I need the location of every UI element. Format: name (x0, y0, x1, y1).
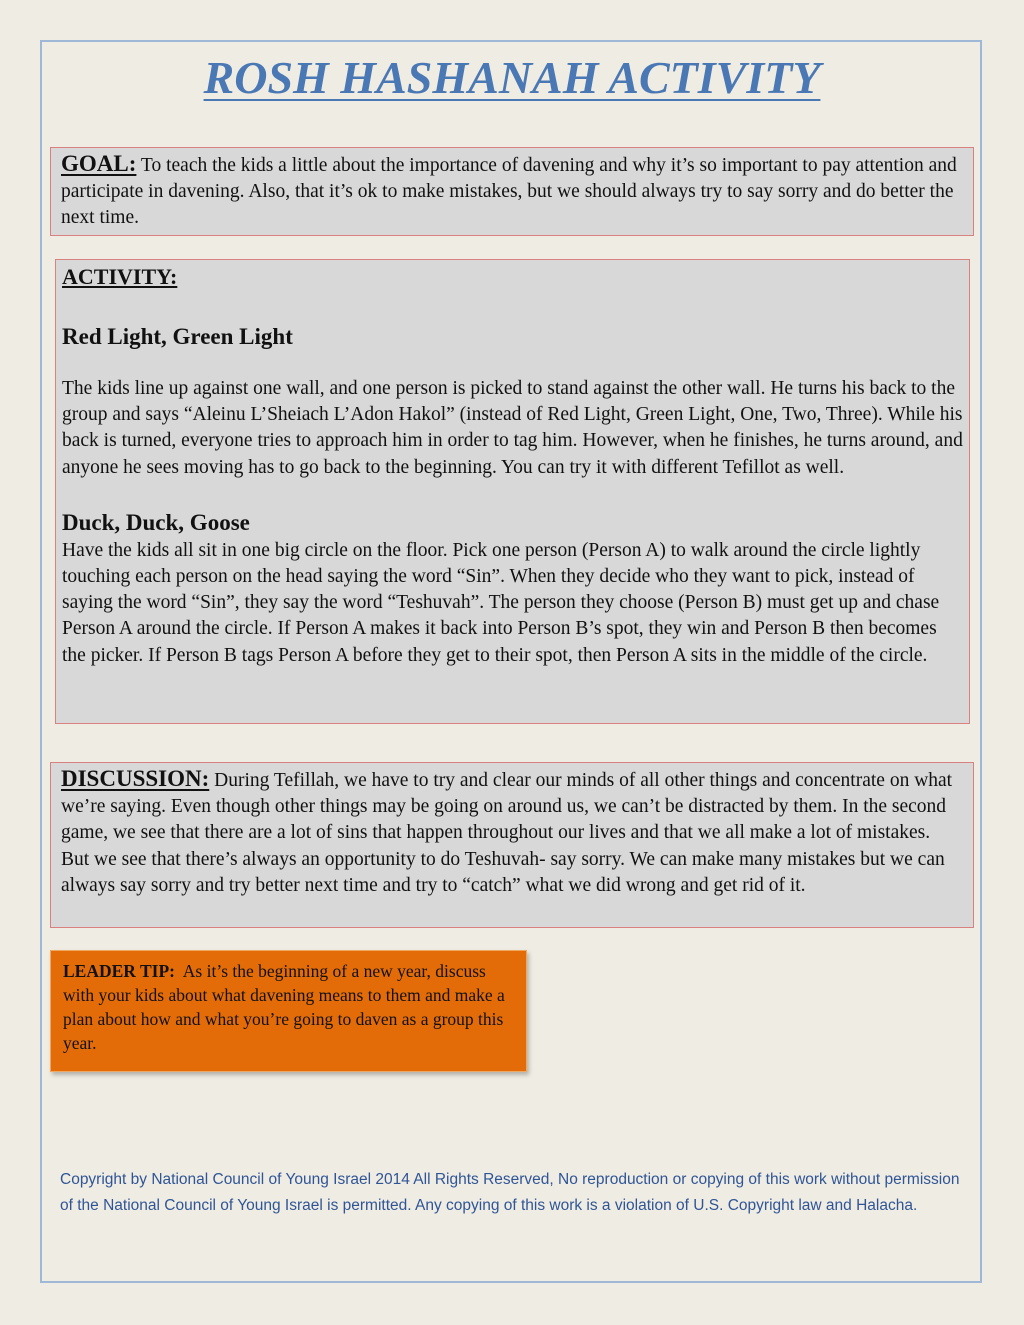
game-text-red-light: The kids line up against one wall, and one person is picked to stand against the other wall. He turns his back to the group and says “Aleinu L’Sheiach L’Adon Hakol” (instead of Red Light, Green Light, One, Two, Three). While his back is turned, everyone tries to approach him in order to tag him. However, when he finishes, he turns around, and anyone he sees moving has to go back to the beginning. You can try it with different Tefillot as well. (62, 378, 963, 478)
discussion-paragraph (61, 766, 963, 899)
activity-box (55, 259, 970, 724)
discussion-box (50, 762, 974, 928)
discussion-text: During Tefillah, we have to try and clear our minds of all other things and concentrate on what we’re saying. Even though other things may be going on around us, we can’t be distracted by them. In the second game, we see that there are a lot of sins that happen throughout our lives and that we all make a lot of mistakes. But we see that there’s always an opportunity to do Teshuvah- say sorry. We can make many mistakes but we can always say sorry and try better next time and try to “catch” what we did wrong and get rid of it. (61, 770, 953, 896)
copyright-notice: Copyright by National Council of Young Israel 2014 All Rights Reserved, No reproduction or copying of this work without permission of the National Council of Young Israel is permitted. Any copying of this work is a violation of U.S. Copyright law and Halacha. (60, 1171, 960, 1214)
goal-box (50, 147, 974, 236)
goal-paragraph (61, 151, 963, 232)
game-title-red-light: Red Light, Green Light (62, 324, 293, 349)
game-text-duck-duck-goose: Have the kids all sit in one big circle on the floor. Pick one person (Person A) to walk around the circle lightly touching each person on the head saying the word “Sin”. When they decide who they want to pick, instead of saying the word “Sin”, they say the word “Teshuvah”. The person they choose (Person B) must get up and chase Person A around the circle. If Person A makes it back into Person B’s spot, they win and Person B then becomes the picker. If Person B tags Person A before they get to their spot, then Person A sits in the middle of the circle. (62, 539, 940, 666)
leader-tip-box (50, 950, 527, 1072)
goal-label: GOAL: (61, 151, 137, 176)
page-title: ROSH HASHANAH ACTIVITY (203, 52, 821, 103)
leader-tip-label: LEADER TIP: (63, 961, 175, 981)
goal-text: To teach the kids a little about the importance of davening and why it’s so important to pay attention and participate in davening. Also, that it’s ok to make mistakes, but we should always try to say sorry and do better the next time. (61, 155, 957, 229)
game-title-duck-duck-goose: Duck, Duck, Goose (62, 509, 250, 535)
leader-tip-paragraph (63, 959, 514, 1055)
activity-label: ACTIVITY: (62, 264, 178, 289)
discussion-label: DISCUSSION: (61, 766, 210, 791)
leader-tip-text: As it’s the beginning of a new year, discuss with your kids about what davening means to them and make a plan about how and what you’re going to daven as a group this year. (63, 961, 505, 1053)
